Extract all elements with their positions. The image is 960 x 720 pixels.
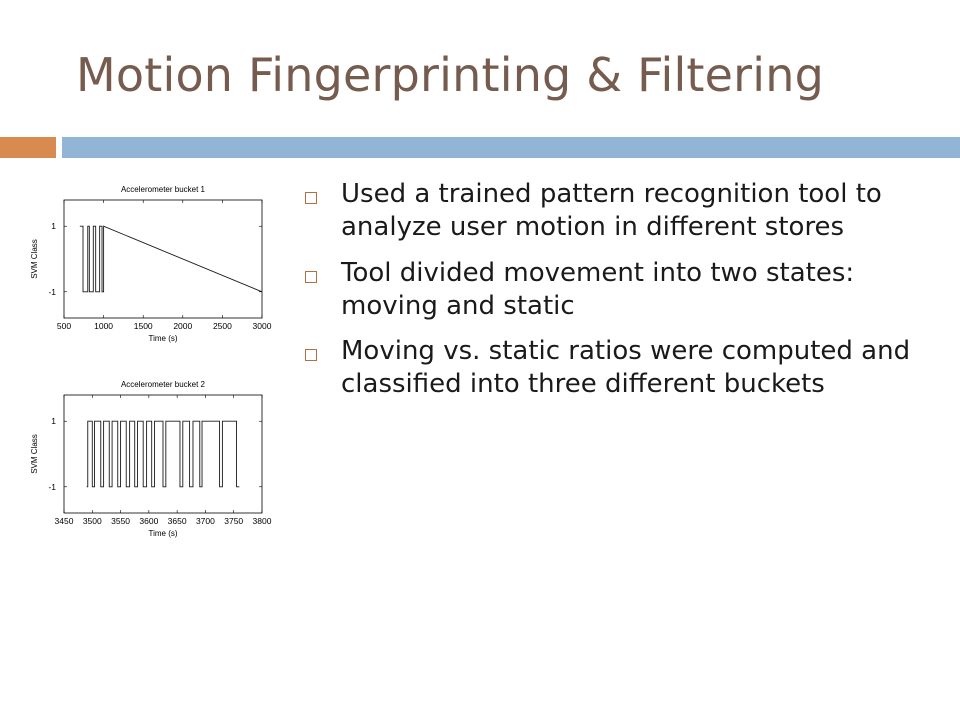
y-tick-label: 1 [51,416,56,427]
x-tick-label: 3000 [252,321,272,331]
bullet-item [305,335,945,402]
accelerometer-figure [22,180,282,555]
chart-title: Accelerometer bucket 1 [120,185,206,194]
square-bullet-icon [305,271,317,283]
x-tick-label: 3500 [82,516,102,526]
bullet-list [305,178,945,414]
accent-bar-blue [62,137,960,158]
bullet-text: Used a trained pattern recognition tool to analyze user motion in different stores [341,179,882,243]
square-bullet-icon [305,349,317,361]
accent-bar-orange [0,137,56,158]
x-tick-label: 3650 [167,516,187,526]
x-axis-label: Time (s) [148,334,178,343]
x-tick-label: 3600 [139,516,159,526]
x-tick-label: 2500 [212,321,232,331]
y-tick-label: -1 [48,286,56,297]
bullet-item [305,178,945,245]
x-tick-label: 1000 [94,321,114,331]
y-tick-label: 1 [51,221,56,232]
x-tick-label: 1500 [133,321,153,331]
x-tick-label: 3750 [224,516,244,526]
bullet-text: Moving vs. static ratios were computed and classified into three different buckets [341,336,911,400]
slide-title: Motion Fingerprinting & Filtering [76,48,825,102]
x-tick-label: 500 [56,321,72,331]
x-tick-label: 3550 [111,516,131,526]
square-bullet-icon [305,192,317,204]
y-axis-label: SVM Class [30,434,39,474]
chart-2 [30,380,272,538]
x-tick-label: 3450 [54,516,74,526]
x-tick-label: 2000 [173,321,193,331]
bullet-text: Tool divided movement into two states: moving and static [341,257,855,321]
x-tick-label: 3700 [195,516,215,526]
y-tick-label: -1 [48,481,56,492]
bullet-item [305,257,945,324]
x-tick-label: 3800 [252,516,272,526]
series-line [87,421,240,487]
chart-1 [30,185,272,343]
y-axis-label: SVM Class [30,239,39,279]
chart-title: Accelerometer bucket 2 [120,380,206,389]
series-line [80,226,262,292]
x-axis-label: Time (s) [148,529,178,538]
accelerometer-charts [22,180,282,555]
